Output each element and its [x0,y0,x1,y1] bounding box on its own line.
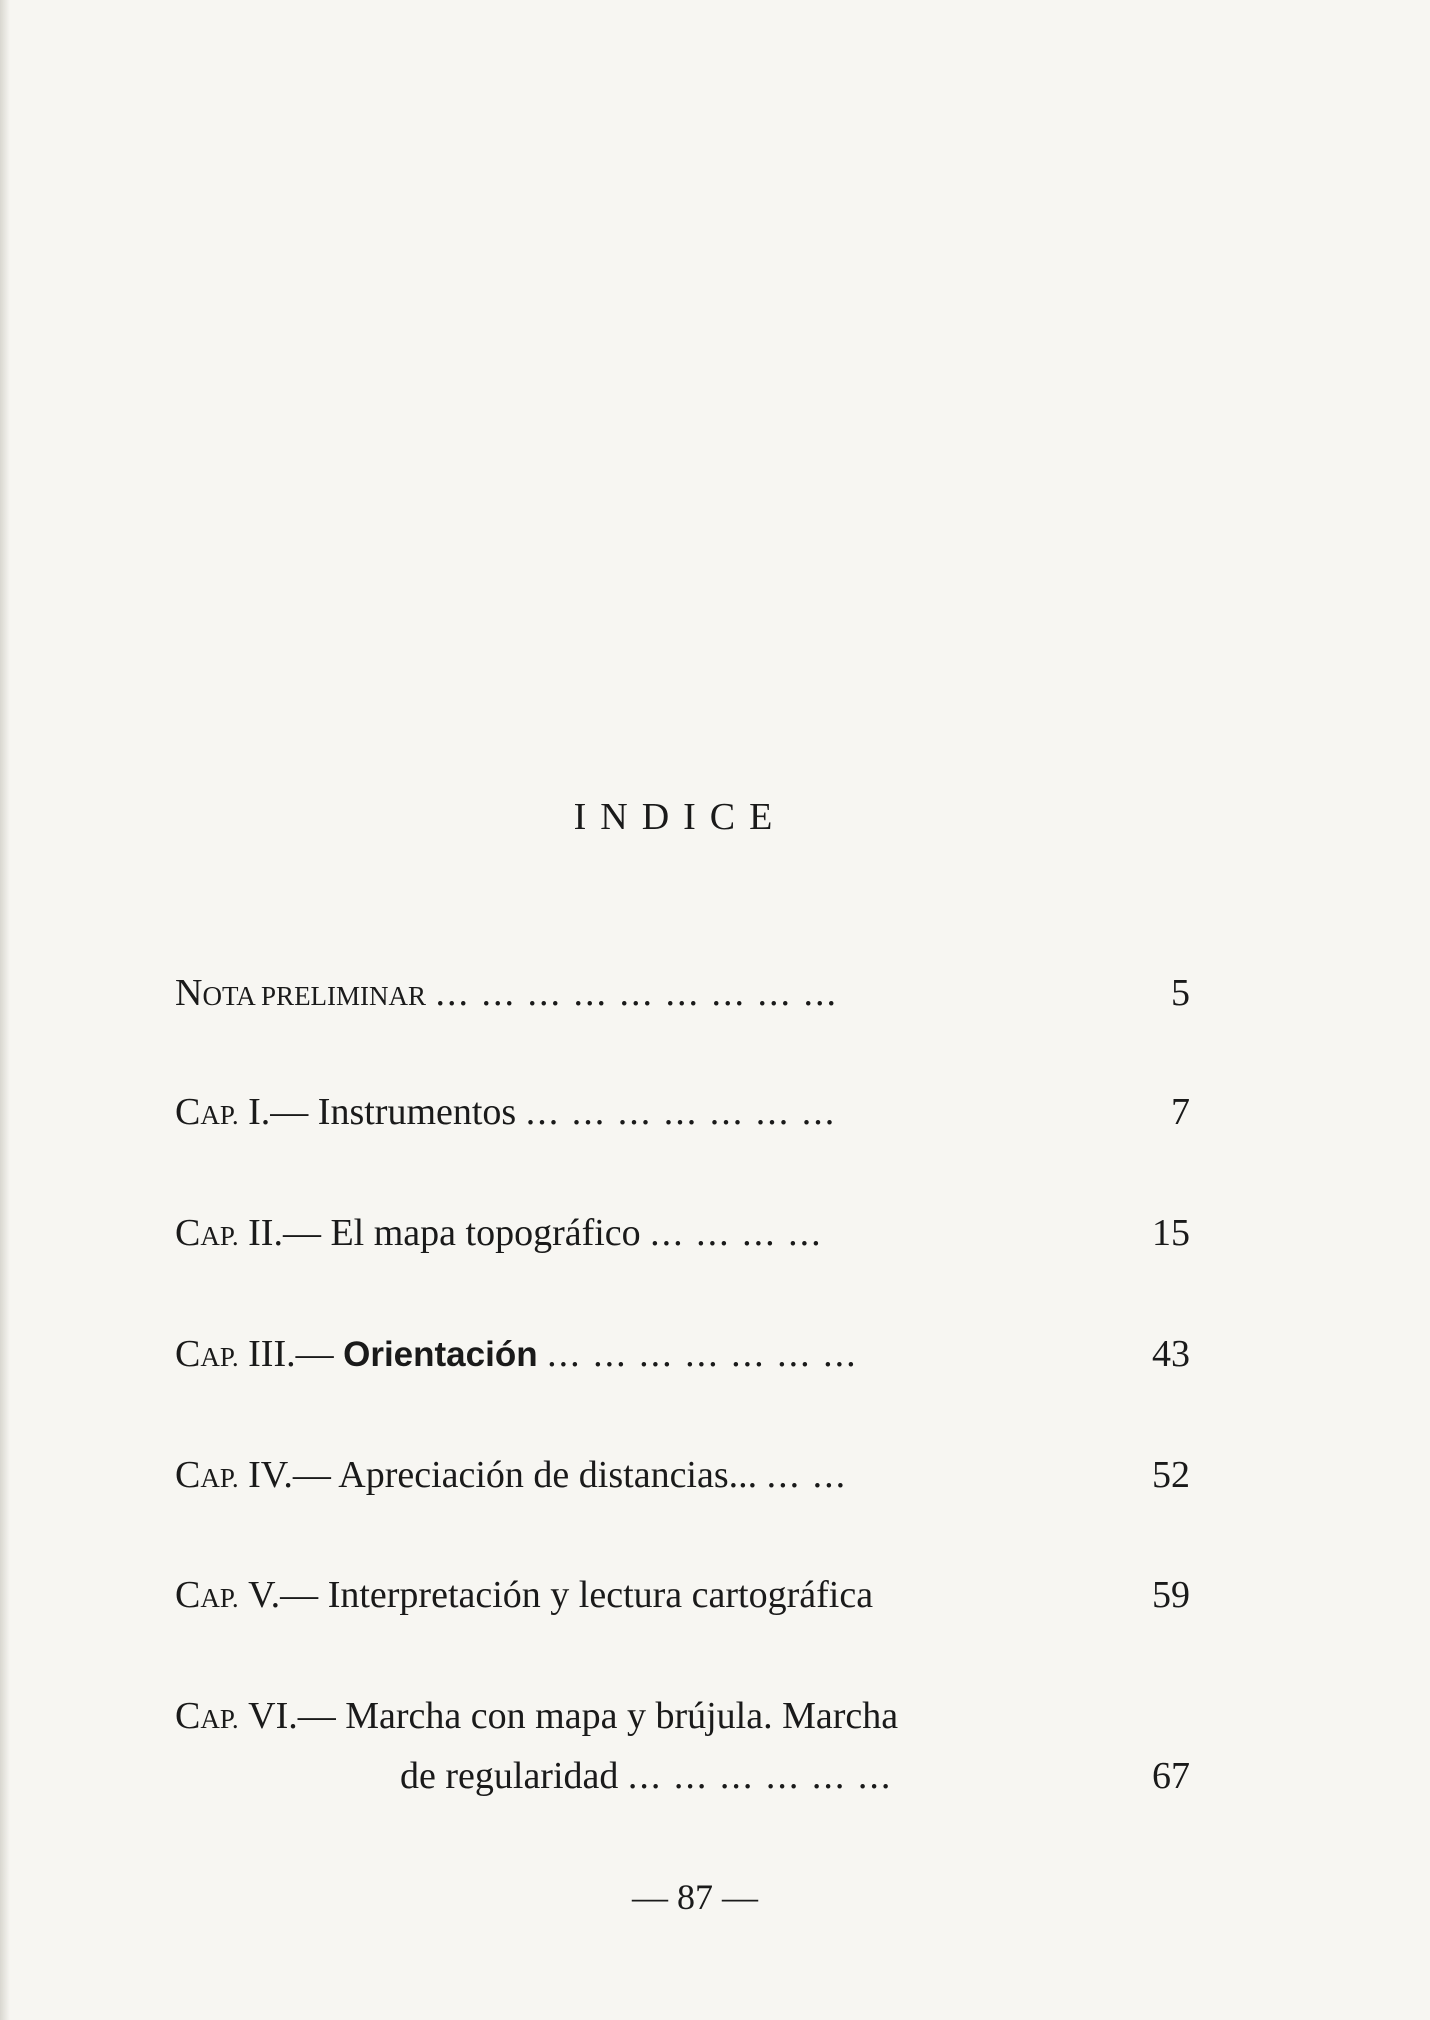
entry-page-number: 67 [1152,1755,1190,1797]
entry-page-number: 15 [1152,1212,1190,1254]
toc-entry-cap-vi [175,1691,1190,1811]
toc-entry-nota-preliminar [175,968,1190,1018]
page-edge [0,0,10,2020]
entry-page-number: 7 [1171,1091,1190,1133]
page-title: INDICE [573,796,787,838]
entry-page-number: 52 [1152,1454,1190,1496]
entry-leader-dots: ... ... ... ... [650,1212,823,1254]
entry-leader-dots: ... ... ... ... ... ... ... [547,1333,858,1375]
entry-prefix-rest: AP. [200,1100,239,1130]
entry-label: Interpretación y lectura cartográfica [327,1574,874,1616]
entry-prefix-rest: AP. [200,1221,239,1251]
entry-chapter-number: V.— [248,1574,319,1616]
entry-leader-dots: ... ... [766,1454,848,1496]
entry-chapter-number: III.— [248,1333,334,1375]
entry-chapter-number: VI.— [248,1695,336,1737]
entry-leader-dots: ... ... ... ... ... ... ... [525,1091,837,1133]
toc-entry-cap-iii [175,1329,1190,1379]
entry-page-number: 59 [1152,1574,1190,1616]
entry-label: Instrumentos [317,1091,517,1133]
entry-prefix-rest: AP. [200,1463,239,1493]
entry-leader-dots: ... ... ... ... ... ... [627,1755,893,1797]
entry-page-number: 43 [1152,1333,1190,1375]
entry-label: Orientación [343,1335,538,1374]
page-number-footer: — 87 — [632,1877,758,1917]
entry-label: Marcha con mapa y brújula. Marcha [345,1695,899,1737]
entry-prefix-initial: C [175,1695,201,1737]
entry-prefix-initial: C [175,1333,201,1375]
toc-entry-cap-iv [175,1450,1190,1500]
entry-chapter-number: II.— [248,1212,321,1254]
entry-prefix-rest: AP. [200,1704,239,1734]
toc-entry-cap-v [175,1570,1190,1620]
entry-prefix-rest: OTA PRELIMINAR [202,981,427,1011]
entry-prefix-initial: C [175,1212,201,1254]
entry-chapter-number: I.— [248,1091,309,1133]
toc-entry-cap-i [175,1087,1190,1137]
entry-page-number: 5 [1171,972,1190,1014]
entry-prefix-rest: AP. [200,1583,239,1613]
entry-prefix-initial: C [175,1091,201,1133]
entry-label: El mapa topográfico [330,1212,641,1254]
entry-chapter-number: IV.— [248,1454,331,1496]
entry-label-line2: de regularidad [400,1755,619,1797]
entry-leader-dots: ... ... ... ... ... ... ... ... ... [435,972,839,1014]
entry-prefix-initial: C [175,1574,201,1616]
entry-prefix-initial: C [175,1454,201,1496]
entry-label: Apreciación de distancias... [338,1454,758,1496]
entry-prefix-initial: N [175,972,203,1014]
entry-prefix-rest: AP. [200,1342,239,1372]
toc-entry-cap-ii [175,1208,1190,1258]
entry-label-continuation [400,1751,892,1801]
